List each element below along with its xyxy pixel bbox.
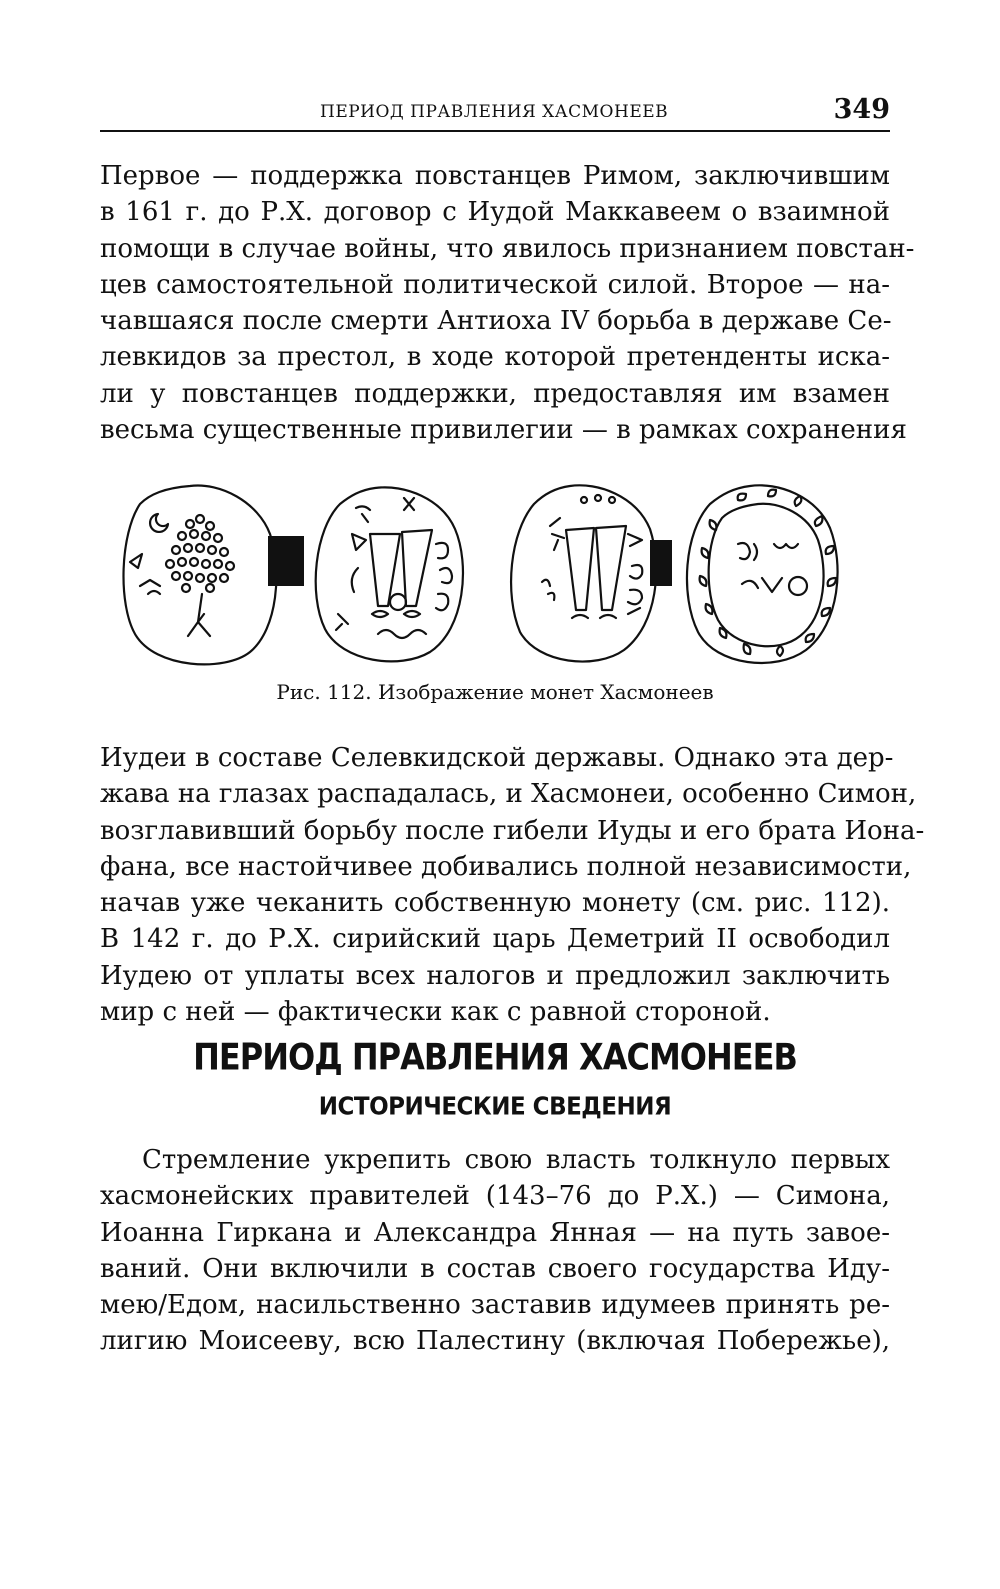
coin-palm-tree-obverse xyxy=(124,485,277,664)
paragraph-3 xyxy=(100,1142,890,1360)
running-header xyxy=(100,96,890,132)
text-line: фана, все настойчивее добивались полной независимости, xyxy=(100,851,912,882)
text-line: чавшаяся после смерти Антиоха IV борьба в державе Се- xyxy=(100,306,892,337)
figure-caption: Рис. 112. Изображение монет Хасмонеев xyxy=(276,680,714,704)
coin-cornucopiae-obverse xyxy=(511,485,656,661)
text-line: помощи в случае войны, что явилось признанием повстан- xyxy=(100,233,915,264)
text-line: Иоанна Гиркана и Александра Янная — на путь завое- xyxy=(100,1217,890,1248)
text-line: Первое — поддержка повстанцев Римом, заключившим xyxy=(100,161,890,191)
section-title: ПЕРИОД ПРАВЛЕНИЯ ХАСМОНЕЕВ xyxy=(193,1035,797,1079)
coin-wreath-reverse xyxy=(687,485,838,663)
text-line: цев самостоятельной политической силой. Второе — на- xyxy=(100,269,890,300)
coin-cornucopiae-reverse xyxy=(316,487,463,661)
text-line: хасмонейских правителей (143–76 до Р.Х.) — Симона, xyxy=(100,1181,890,1212)
text-line: возглавивший борьбу после гибели Иуды и его брата Иона- xyxy=(100,815,925,846)
text-line: ли у повстанцев поддержки, предоставляя им взамен xyxy=(100,378,890,409)
text-line: лигию Моисееву, всю Палестину (включая Побережье), xyxy=(100,1326,890,1357)
text-line: левкидов за престол, в ходе которой претенденты иска- xyxy=(100,342,890,373)
text-line: В 142 г. до Р.Х. сирийский царь Деметрий II освободил xyxy=(100,924,890,955)
text-line: в 161 г. до Р.Х. договор с Иудой Маккавеем о взаимной xyxy=(100,197,890,228)
section-subtitle: ИСТОРИЧЕСКИЕ СВЕДЕНИЯ xyxy=(318,1092,672,1122)
text-line: ваний. Они включили в состав своего государства Иду- xyxy=(100,1253,890,1284)
text-line: мир с ней — фактически как с равной стороной. xyxy=(100,997,771,1028)
text-line: жава на глазах распадалась, и Хасмонеи, особенно Симон, xyxy=(100,779,917,810)
page-number: 349 xyxy=(833,94,890,125)
text-line: весьма существенные привилегии — в рамках сохранения xyxy=(100,415,907,446)
text-line: Иудеи в составе Селевкидской державы. Однако эта дер- xyxy=(100,743,894,773)
text-line: начав уже чеканить собственную монету (см. рис. 112). xyxy=(100,888,890,919)
text-line: Стремление укрепить свою власть толкнуло первых xyxy=(142,1145,890,1175)
paragraph-2 xyxy=(100,740,925,1030)
paragraph-1 xyxy=(100,158,915,448)
running-title: ПЕРИОД ПРАВЛЕНИЯ ХАСМОНЕЕВ xyxy=(320,102,669,122)
text-line: Иудею от уплаты всех налогов и предложил заключить xyxy=(100,960,890,991)
coin-connector xyxy=(268,536,304,586)
coins-figure xyxy=(110,474,890,670)
text-line: мею/Едом, насильственно заставив идумеев принять ре- xyxy=(100,1290,890,1321)
coin-connector xyxy=(650,540,672,586)
